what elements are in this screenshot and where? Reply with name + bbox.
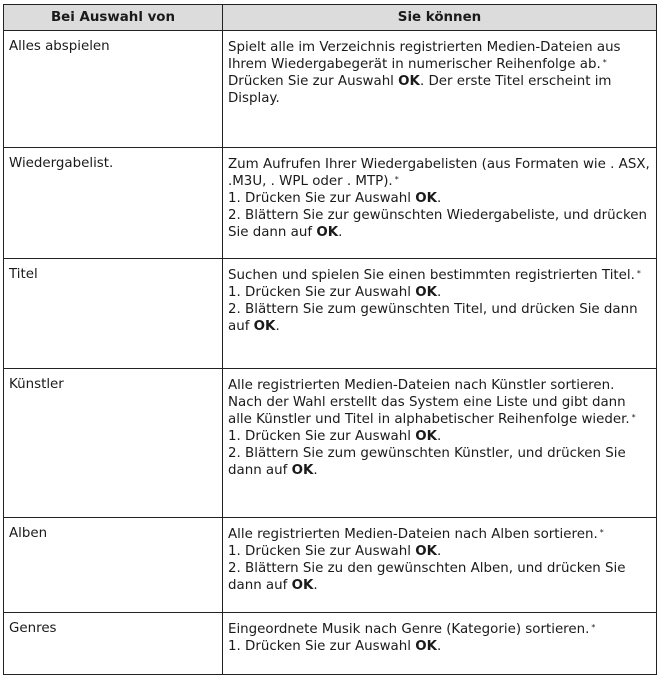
table-row-play-all — [4, 31, 657, 148]
footnote-marker: * — [602, 58, 607, 67]
footnote-marker: * — [636, 269, 641, 278]
description-text: Zum Aufrufen Ihrer Wiedergabelisten (aus Formaten wie . ASX, .M3U, . WPL oder . MTP). * — [228, 157, 650, 189]
instruction-step-2: 2. Blättern Sie zur gewünschten Wiedergabeliste, und drücken Sie dann auf OK. — [228, 208, 647, 240]
option-description — [223, 148, 657, 259]
ok-key-label: OK — [316, 225, 339, 240]
ok-key-label: OK — [291, 463, 314, 478]
description-text: Eingeordnete Musik nach Genre (Kategorie) sortieren. * — [228, 622, 596, 637]
ok-key-label: OK — [415, 544, 437, 559]
footnote-marker: * — [631, 413, 636, 422]
footnote-marker: * — [599, 528, 604, 537]
option-label: Titel — [4, 259, 223, 369]
instruction-step-2: 2. Blättern Sie zum gewünschten Titel, und drücken Sie dann auf OK. — [228, 302, 638, 334]
option-label: Künstler — [4, 369, 223, 518]
instruction-step-1: 1. Drücken Sie zur Auswahl OK. — [228, 191, 442, 206]
ok-key-label: OK — [415, 191, 437, 206]
table-row-tracks — [4, 259, 657, 369]
ok-key-label: OK — [253, 319, 276, 334]
description-text: Spielt alle im Verzeichnis registrierten Medien-Dateien aus Ihrem Wiedergabegerät in numerischer Reihenfolge ab. * — [228, 40, 621, 72]
option-description — [223, 369, 657, 518]
table-header-row — [4, 5, 657, 31]
ok-key-label: OK — [398, 74, 420, 89]
table-row-genres — [4, 613, 657, 675]
instruction-step-2: 2. Blättern Sie zum gewünschten Künstler, und drücken Sie dann auf OK. — [228, 446, 626, 478]
instruction-step-1: 1. Drücken Sie zur Auswahl OK. — [228, 285, 442, 300]
options-table — [3, 4, 657, 675]
footnote-marker: * — [394, 175, 399, 184]
description-text: Alle registrierten Medien-Dateien nach Alben sortieren. * — [228, 527, 604, 542]
option-label: Alles abspielen — [4, 31, 223, 148]
instruction-step-2: 2. Blättern Sie zu den gewünschten Alben, und drücken Sie dann auf OK. — [228, 561, 626, 593]
option-label: Alben — [4, 518, 223, 613]
option-description — [223, 613, 657, 675]
option-label: Wiedergabelist. — [4, 148, 223, 259]
column-header-actions: Sie können — [223, 5, 657, 31]
footnote-marker: * — [591, 623, 596, 632]
option-description — [223, 259, 657, 369]
ok-key-label: OK — [291, 578, 314, 593]
instruction-line: Drücken Sie zur Auswahl OK. Der erste Titel erscheint im Display. — [228, 74, 612, 106]
instruction-step-1: 1. Drücken Sie zur Auswahl OK. — [228, 544, 442, 559]
table-row-playlists — [4, 148, 657, 259]
option-description — [223, 31, 657, 148]
ok-key-label: OK — [415, 285, 437, 300]
option-description — [223, 518, 657, 613]
instruction-step-1: 1. Drücken Sie zur Auswahl OK. — [228, 429, 442, 444]
column-header-selection: Bei Auswahl von — [4, 5, 223, 31]
instruction-step-1: 1. Drücken Sie zur Auswahl OK. — [228, 639, 442, 654]
description-text: Suchen und spielen Sie einen bestimmten registrierten Titel. * — [228, 268, 641, 283]
table-row-artists — [4, 369, 657, 518]
table-row-albums — [4, 518, 657, 613]
option-label: Genres — [4, 613, 223, 675]
ok-key-label: OK — [415, 639, 437, 654]
description-text: Alle registrierten Medien-Dateien nach Künstler sortieren. Nach der Wahl erstellt das System eine Liste und gibt dann alle Künstler und Titel in alphabetischer Reihenfolge wieder. * — [228, 378, 636, 427]
ok-key-label: OK — [415, 429, 437, 444]
